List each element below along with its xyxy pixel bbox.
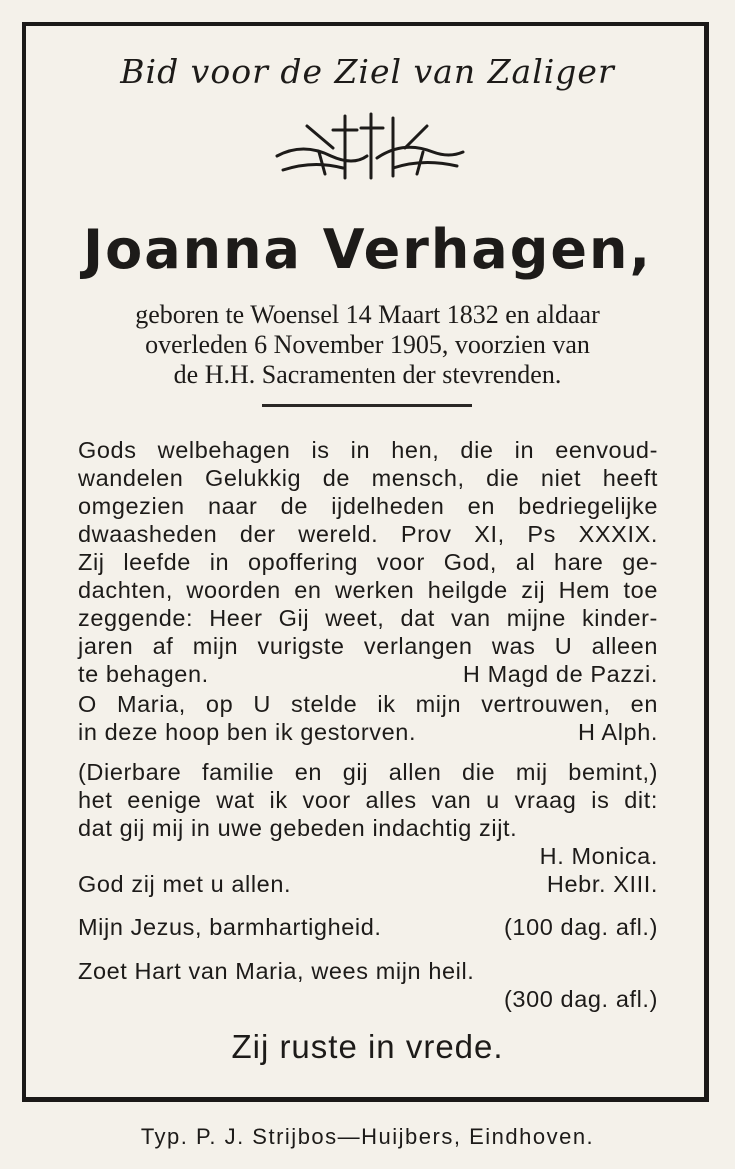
quote-text: God zij met u allen.: [78, 871, 292, 897]
birth-death-details: [0, 300, 735, 390]
prayer-text: Zoet Hart van Maria, wees mijn heil.: [78, 958, 475, 984]
quote-source: H. Monica.: [539, 843, 658, 869]
quote-hebrews: [78, 870, 658, 898]
deceased-name: Joanna Verhagen,: [83, 218, 652, 281]
quote-source: H Alph.: [578, 719, 658, 745]
quote-monica: (Dierbare familie en gij allen die mij bemint,) het eenige wat ik voor alles van u vraag is dit: dat gij mij in uwe gebeden indachtig zijt. H. Monica.: [78, 759, 658, 869]
printer-credit: Typ. P. J. Strijbos—Huijbers, Eindhoven.: [140, 1124, 595, 1149]
quote-text: in deze hoop ben ik gestorven.: [78, 719, 417, 745]
sacraments-line: de H.H. Sacramenten der stevrenden.: [173, 360, 562, 389]
quote-text: te behagen.: [78, 661, 209, 687]
indulgence: (300 dag. afl.): [503, 986, 658, 1012]
death-line: overleden 6 November 1905, voorzien van: [145, 330, 590, 359]
cross-ornament-icon: [273, 112, 468, 184]
prayer-jezus: [78, 913, 658, 941]
divider-rule: [262, 404, 472, 407]
quote-source: H Magd de Pazzi.: [462, 661, 658, 687]
prayer-maria: [78, 957, 658, 1013]
quote-proverbs: Gods welbehagen is in hen, die in eenvoud- wandelen Gelukkig de mensch, die niet heeft omgezien naar de ijdelheden en bedriegelijke dwaasheden der wereld. Prov XI, Ps XXXIX.: [78, 437, 658, 547]
prayer-text: Mijn Jezus, barmhartigheid.: [78, 914, 382, 940]
quote-alphonsus: O Maria, op U stelde ik mijn vertrouwen, en in deze hoop ben ik gestorven. H Alph.: [78, 691, 658, 745]
card-header: Bid voor de Ziel van Zaliger: [120, 52, 615, 91]
quote-pazzi: Zij leefde in opoffering voor God, al hare ge- dachten, woorden en werken heilgde zij Hem toe zeggende: Heer Gij weet, dat van mijne kinder- jaren af mijn vurigste verlangen was U alleen te behagen. H Magd de Pazzi.: [78, 549, 658, 687]
indulgence: (100 dag. afl.): [503, 914, 658, 940]
birth-line: geboren te Woensel 14 Maart 1832 en aldaar: [135, 300, 600, 329]
closing-line: Zij ruste in vrede.: [231, 1028, 504, 1065]
quote-source: Hebr. XIII.: [546, 871, 658, 897]
